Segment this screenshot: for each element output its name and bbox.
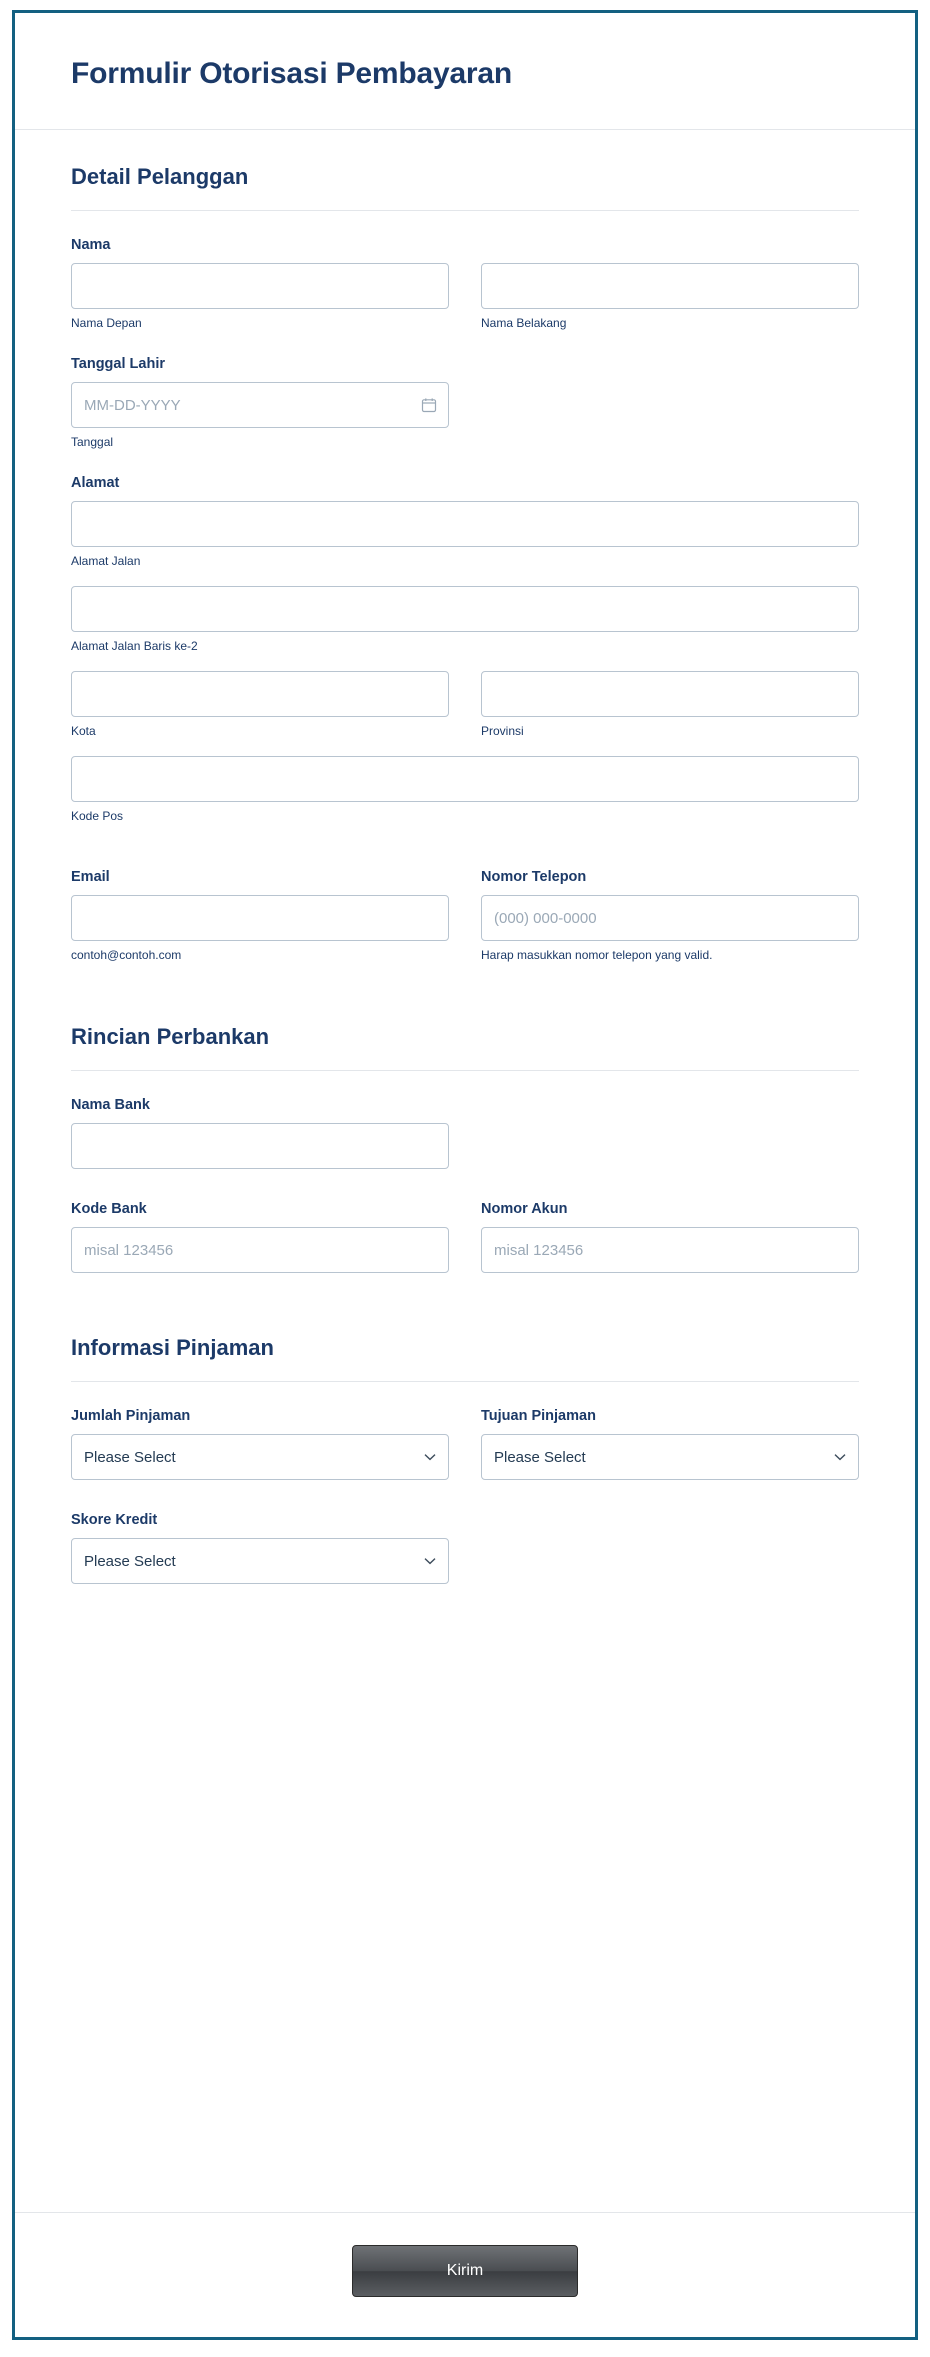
field-group-alamat (71, 475, 859, 823)
form-header (15, 13, 915, 130)
nama-depan-input[interactable] (71, 263, 449, 309)
section-title-loan: Informasi Pinjaman (71, 1335, 274, 1360)
sublabel-alamat-jalan-2: Alamat Jalan Baris ke-2 (71, 639, 198, 653)
nomor-akun-input[interactable] (481, 1227, 859, 1273)
label-telepon: Nomor Telepon (481, 869, 587, 885)
form-body (15, 130, 915, 2172)
payment-authorization-form (12, 10, 918, 2340)
label-skore-kredit: Skore Kredit (71, 1512, 158, 1528)
alamat-jalan-input[interactable] (71, 501, 859, 547)
sublabel-kota: Kota (71, 724, 96, 738)
field-alamat-jalan-2 (71, 586, 859, 653)
label-tujuan-pinjaman: Tujuan Pinjaman (481, 1408, 596, 1424)
kode-bank-input[interactable] (71, 1227, 449, 1273)
nama-belakang-input[interactable] (481, 263, 859, 309)
label-nama: Nama (71, 237, 111, 253)
field-skore-kredit-spacer (481, 1512, 859, 1584)
field-group-credit-score (71, 1512, 859, 1584)
form-footer (15, 2212, 915, 2337)
section-title-banking: Rincian Perbankan (71, 1024, 270, 1049)
field-group-loan-top (71, 1408, 859, 1480)
label-tanggal-lahir: Tanggal Lahir (71, 356, 165, 372)
field-kota (71, 671, 449, 738)
field-kode-bank (71, 1201, 449, 1273)
label-nama-bank: Nama Bank (71, 1097, 150, 1113)
skore-kredit-select[interactable] (71, 1538, 449, 1584)
label-email: Email (71, 869, 110, 885)
jumlah-pinjaman-select[interactable] (71, 1434, 449, 1480)
telepon-input[interactable] (481, 895, 859, 941)
submit-button[interactable]: Kirim (352, 2245, 578, 2297)
section-banking-details (71, 984, 859, 1273)
field-group-bank-codes (71, 1201, 859, 1273)
kode-pos-input[interactable] (71, 756, 859, 802)
section-divider (71, 210, 859, 211)
field-jumlah-pinjaman (71, 1408, 449, 1480)
field-skore-kredit (71, 1512, 449, 1584)
field-telepon (481, 869, 859, 962)
label-alamat: Alamat (71, 475, 120, 491)
alamat-jalan-2-input[interactable] (71, 586, 859, 632)
field-provinsi (481, 671, 859, 738)
provinsi-input[interactable] (481, 671, 859, 717)
page-title: Formulir Otorisasi Pembayaran (71, 57, 513, 90)
field-nomor-akun (481, 1201, 859, 1273)
field-kode-pos (71, 756, 859, 823)
field-nama-bank-spacer (481, 1097, 859, 1169)
field-group-nama (71, 237, 859, 330)
sublabel-kode-pos: Kode Pos (71, 809, 124, 823)
label-nomor-akun: Nomor Akun (481, 1201, 568, 1217)
section-divider-banking (71, 1070, 859, 1071)
field-group-nama-bank (71, 1097, 859, 1169)
field-tujuan-pinjaman (481, 1408, 859, 1480)
sublabel-provinsi: Provinsi (481, 724, 524, 738)
sublabel-alamat-jalan: Alamat Jalan (71, 554, 141, 568)
sublabel-tanggal: Tanggal (71, 435, 114, 449)
sublabel-email: contoh@contoh.com (71, 948, 182, 962)
tanggal-lahir-input[interactable] (71, 382, 449, 428)
email-input[interactable] (71, 895, 449, 941)
label-kode-bank: Kode Bank (71, 1201, 147, 1217)
section-title-customer: Detail Pelanggan (71, 164, 249, 189)
sublabel-nama-belakang: Nama Belakang (481, 316, 567, 330)
field-nama-bank (71, 1097, 449, 1169)
tujuan-pinjaman-select[interactable] (481, 1434, 859, 1480)
field-email (71, 869, 449, 962)
field-alamat-jalan (71, 501, 859, 568)
field-group-tanggal-lahir (71, 356, 859, 449)
label-jumlah-pinjaman: Jumlah Pinjaman (71, 1408, 191, 1424)
kota-input[interactable] (71, 671, 449, 717)
field-group-contact (71, 869, 859, 962)
field-tanggal-spacer (481, 382, 859, 449)
section-loan-info (71, 1295, 859, 1584)
field-nama-belakang (481, 263, 859, 330)
section-customer-details (71, 130, 859, 962)
sublabel-telepon: Harap masukkan nomor telepon yang valid. (481, 948, 713, 962)
sublabel-nama-depan: Nama Depan (71, 316, 142, 330)
field-nama-depan (71, 263, 449, 330)
field-tanggal (71, 382, 449, 449)
nama-bank-input[interactable] (71, 1123, 449, 1169)
section-divider-loan (71, 1381, 859, 1382)
